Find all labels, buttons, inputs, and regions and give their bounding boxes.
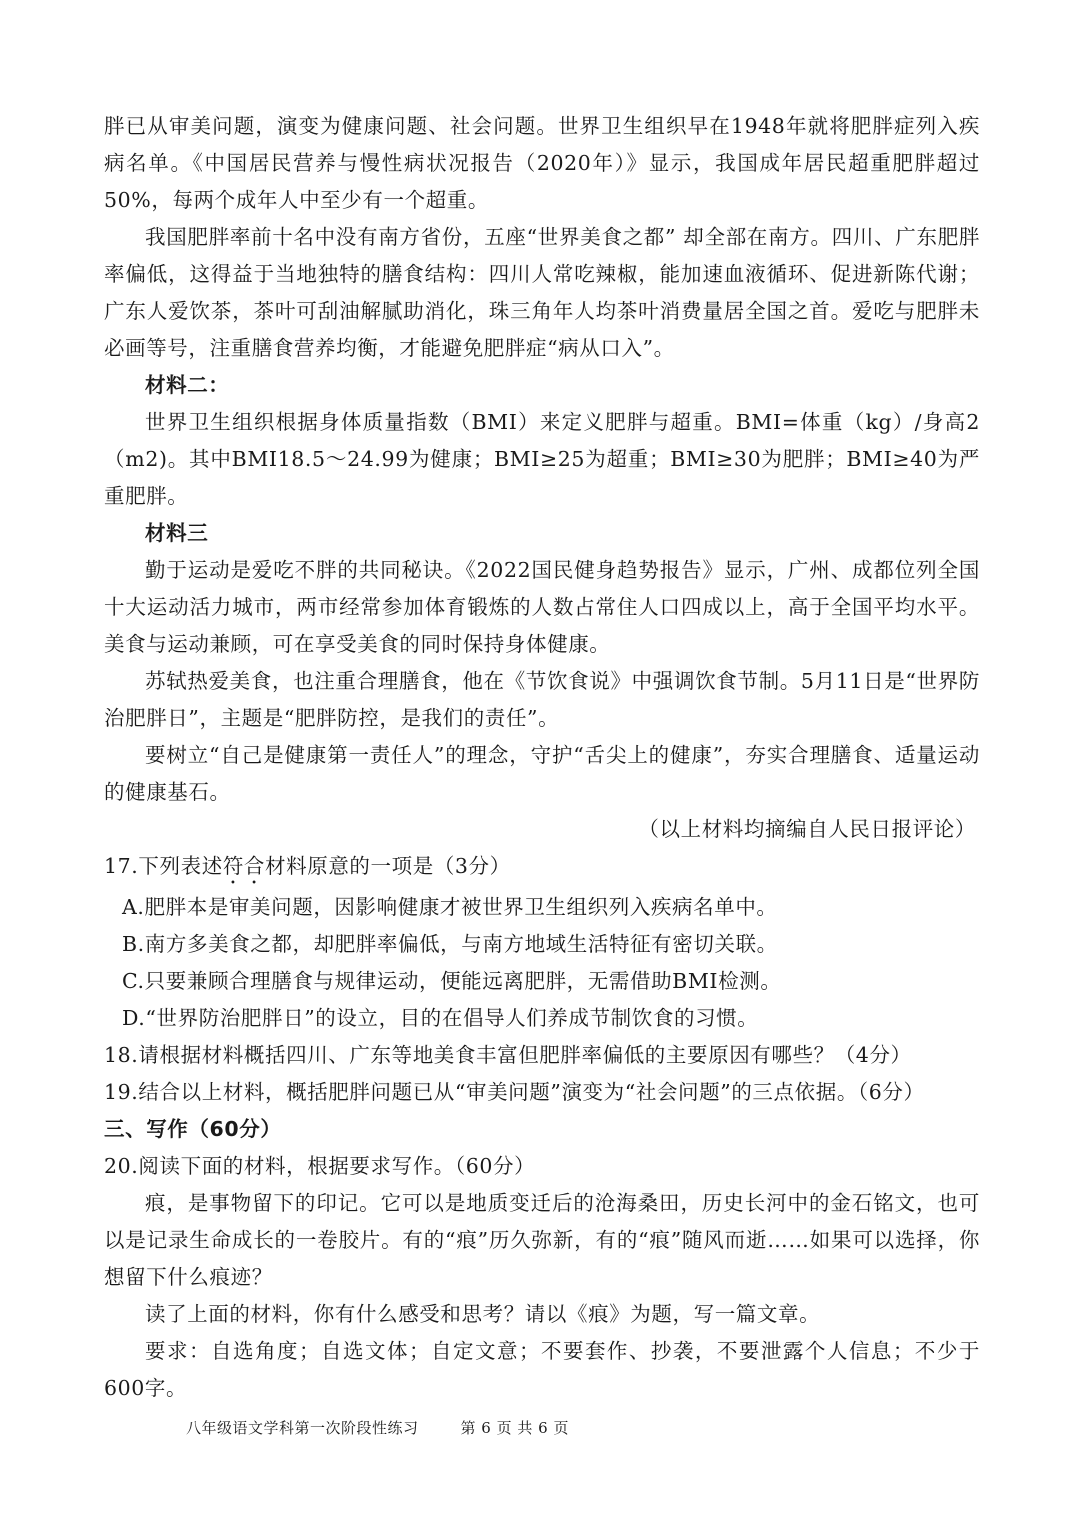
question-17-stem-after: 材料原意的一项是（3分） — [265, 854, 511, 878]
question-20-prompt: 读了上面的材料，你有什么感受和思考？请以《痕》为题，写一篇文章。 — [145, 1302, 821, 1326]
source-note: （以上材料均摘编自人民日报评论） — [638, 817, 976, 841]
question-19: 19.结合以上材料，概括肥胖问题已从“审美问题”演变为“社会问题”的三点依据。（6分） — [104, 1080, 925, 1104]
material2-heading: 材料二： — [145, 373, 230, 397]
question-17-option-c: C.只要兼顾合理膳食与规律运动，便能远离肥胖，无需借助BMI检测。 — [122, 969, 782, 993]
material3-paragraph-1: 勤于运动是爱吃不胖的共同秘诀。《2022国民健身趋势报告》显示，广州、成都位列全国十大运动活力城市，两市经常参加体育锻炼的人数占常住人口四成以上，高于全国平均水平。美食与运动兼顾，可在享受美食的同时保持身体健康。 — [104, 558, 980, 656]
material2-paragraph: 世界卫生组织根据身体质量指数（BMI）来定义肥胖与超重。BMI=体重（kg）/身高2（m2)。其中BMI18.5～24.99为健康；BMI≥25为超重；BMI≥30为肥胖；BMI≥40为严重肥胖。 — [104, 410, 980, 508]
material1-paragraph-2: 我国肥胖率前十名中没有南方省份，五座“世界美食之都” 却全部在南方。四川、广东肥胖率偏低，这得益于当地独特的膳食结构：四川人常吃辣椒，能加速血液循环、促进新陈代谢；广东人爱饮茶，茶叶可刮油解腻助消化，珠三角年人均茶叶消费量居全国之首。爱吃与肥胖未必画等号，注重膳食营养均衡，才能避免肥胖症“病从口入”。 — [104, 225, 980, 360]
question-17-option-a: A.肥胖本是审美问题，因影响健康才被世界卫生组织列入疾病名单中。 — [122, 895, 778, 919]
material3-heading: 材料三 — [145, 521, 209, 545]
question-18: 18.请根据材料概括四川、广东等地美食丰富但肥胖率偏低的主要原因有哪些？（4分） — [104, 1043, 912, 1067]
question-20-material: 痕，是事物留下的印记。它可以是地质变迁后的沧海桑田，历史长河中的金石铭文，也可以是记录生命成长的一卷胶片。有的“痕”历久弥新，有的“痕”随风而逝……如果可以选择，你想留下什么痕迹？ — [104, 1191, 980, 1289]
footer-page-number: 第 6 页 共 6 页 — [460, 1419, 569, 1437]
question-20-requirements: 要求：自选角度；自选文体；自定文意；不要套作、抄袭，不要泄露个人信息；不少于600字。 — [104, 1339, 980, 1400]
material3-paragraph-2: 苏轼热爱美食，也注重合理膳食，他在《节饮食说》中强调饮食节制。5月11日是“世界防治肥胖日”，主题是“肥胖防控，是我们的责任”。 — [104, 669, 980, 730]
question-17-option-d: D.“世界防治肥胖日”的设立，目的在倡导人们养成节制饮食的习惯。 — [122, 1006, 759, 1030]
page-footer — [186, 1417, 569, 1438]
footer-exam-name: 八年级语文学科第一次阶段性练习 — [186, 1419, 419, 1437]
question-20-stem: 20.阅读下面的材料，根据要求写作。（60分） — [104, 1154, 536, 1178]
question-17-emphasis: 符合 — [222, 854, 266, 878]
section-3-heading: 三、写作（60分） — [104, 1117, 282, 1141]
question-17-stem — [104, 848, 980, 889]
material3-paragraph-3: 要树立“自己是健康第一责任人”的理念，守护“舌尖上的健康”，夯实合理膳食、适量运动的健康基石。 — [104, 743, 980, 804]
page-content — [104, 108, 980, 1407]
material1-paragraph-1: 胖已从审美问题，演变为健康问题、社会问题。世界卫生组织早在1948年就将肥胖症列入疾病名单。《中国居民营养与慢性病状况报告（2020年）》显示，我国成年居民超重肥胖超过50%，每两个成年人中至少有一个超重。 — [104, 114, 980, 212]
question-17-option-b: B.南方多美食之都，却肥胖率偏低，与南方地域生活特征有密切关联。 — [122, 932, 778, 956]
question-17-stem-before: 17.下列表述 — [104, 854, 223, 878]
